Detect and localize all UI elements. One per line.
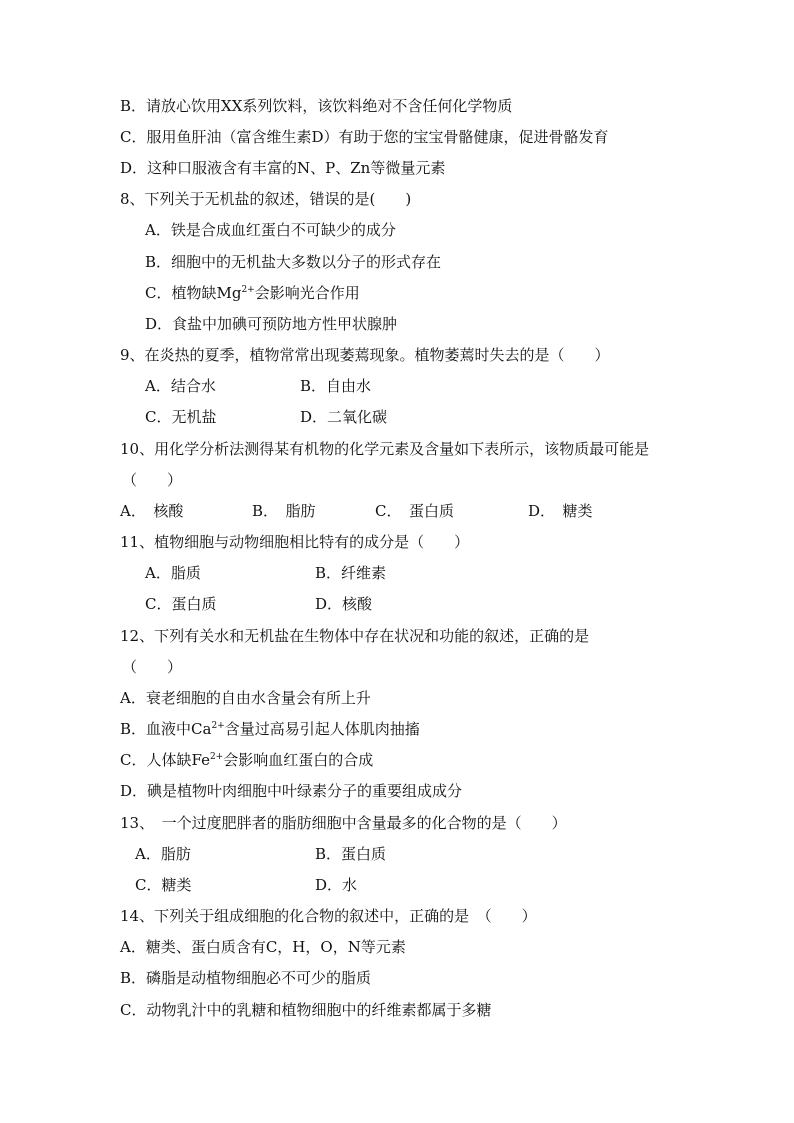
q11-option-c: C．蛋白质 xyxy=(145,595,217,613)
q9-option-c: C．无机盐 xyxy=(145,408,217,426)
q12-option-c-charge: 2+ xyxy=(209,752,224,762)
q10-option-a: A． 核酸 xyxy=(120,502,184,520)
q10-option-d: D． 糖类 xyxy=(528,502,593,520)
q11-option-d: D．核酸 xyxy=(315,595,373,613)
q11-option-b: B．纤维素 xyxy=(315,564,387,582)
q12-option-b-text: B．血液中Ca xyxy=(120,720,212,738)
q8-option-c-text: C．植物缺Mg xyxy=(145,284,242,302)
q12-option-b-charge: 2+ xyxy=(211,721,225,731)
q12-paren: （ ） xyxy=(122,658,183,676)
q9-option-d: D．二氧化碳 xyxy=(300,408,388,426)
q10-option-b: B． 脂肪 xyxy=(252,502,316,520)
q7-option-c: C．服用鱼肝油（富含维生素D）有助于您的宝宝骨骼健康，促进骨骼发育 xyxy=(120,128,609,146)
q12-option-c-text: C．人体缺Fe xyxy=(120,751,210,769)
q8-option-a: A．铁是合成血红蛋白不可缺少的成分 xyxy=(145,221,396,239)
q13-option-a: A．脂肪 xyxy=(135,845,191,863)
q8-option-c xyxy=(145,283,360,303)
q12-option-d: D．碘是植物叶肉细胞中叶绿素分子的重要组成成分 xyxy=(120,782,463,800)
q14-option-a: A．糖类、蛋白质含有C，H，O，N等元素 xyxy=(120,938,406,956)
q12-option-b xyxy=(120,719,420,739)
q14-option-c: C．动物乳汁中的乳糖和植物细胞中的纤维素都属于多糖 xyxy=(120,1001,492,1019)
q13-option-c: C．糖类 xyxy=(135,876,192,894)
q8-option-b: B．细胞中的无机盐大多数以分子的形式存在 xyxy=(145,253,442,271)
q14-option-b: B．磷脂是动植物细胞必不可少的脂质 xyxy=(120,969,372,987)
q12-option-b-rest: 含量过高易引起人体肌肉抽搐 xyxy=(224,720,420,738)
q12-option-c xyxy=(120,750,373,770)
q12-stem: 12、下列有关水和无机盐在生物体中存在状况和功能的叙述，正确的是 xyxy=(120,627,590,645)
q12-option-c-rest: 会影响血红蛋白的合成 xyxy=(223,751,374,769)
q12-option-a: A．衰老细胞的自由水含量会有所上升 xyxy=(120,689,371,707)
q13-stem: 13、 一个过度肥胖者的脂肪细胞中含量最多的化合物的是（ ） xyxy=(120,814,567,832)
q9-option-a: A．结合水 xyxy=(145,377,216,395)
q14-stem: 14、下列关于组成细胞的化合物的叙述中，正确的是 （ ） xyxy=(120,907,537,925)
q10-stem: 10、用化学分析法测得某有机物的化学元素及含量如下表所示，该物质最可能是 xyxy=(120,440,650,458)
q9-option-b: B．自由水 xyxy=(300,377,372,395)
q9-stem: 9、在炎热的夏季，植物常常出现萎蔫现象。植物萎蔫时失去的是（ ） xyxy=(120,346,610,364)
q13-option-b: B．蛋白质 xyxy=(315,845,387,863)
q11-stem: 11、植物细胞与动物细胞相比特有的成分是（ ） xyxy=(120,533,470,551)
q10-option-c: C． 蛋白质 xyxy=(375,502,454,520)
q8-stem: 8、下列关于无机盐的叙述，错误的是( ) xyxy=(120,190,412,208)
q8-option-c-charge: 2+ xyxy=(241,285,255,295)
q11-option-a: A．脂质 xyxy=(145,564,201,582)
q7-option-b: B．请放心饮用XX系列饮料，该饮料绝对不含任何化学物质 xyxy=(120,97,513,115)
q7-option-d: D．这种口服液含有丰富的N、P、Zn等微量元素 xyxy=(120,159,446,177)
q13-option-d: D．水 xyxy=(315,876,358,894)
q8-option-c-rest: 会影响光合作用 xyxy=(254,284,360,302)
q10-paren: （ ） xyxy=(122,471,183,489)
q8-option-d: D．食盐中加碘可预防地方性甲状腺肿 xyxy=(145,315,398,333)
